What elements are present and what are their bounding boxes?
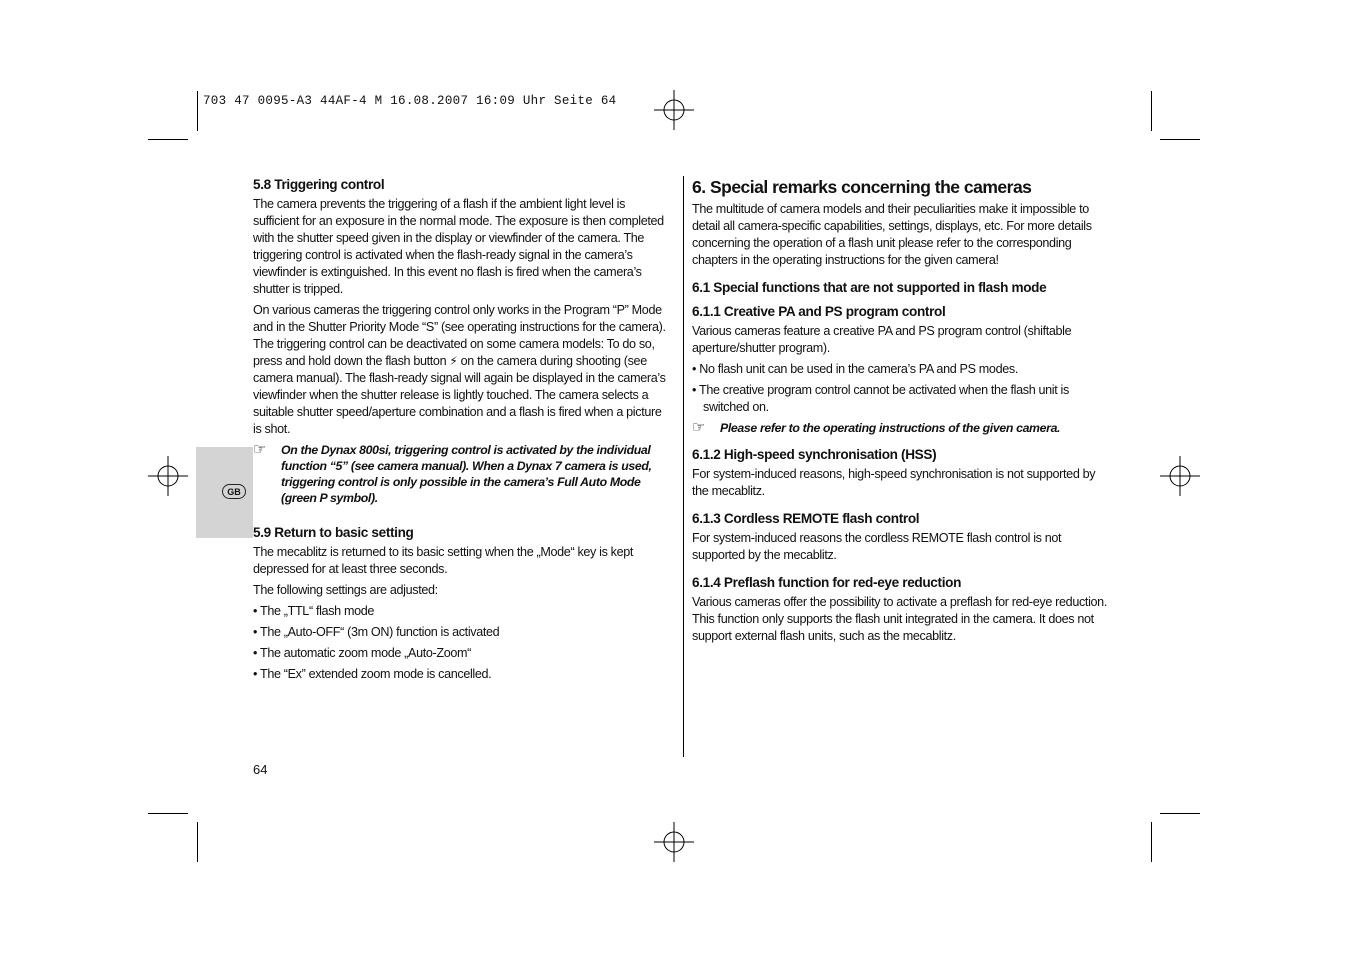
right-column — [692, 176, 1112, 649]
paragraph-text: on the camera during shooting (see camera manual). The flash-ready signal will again be displayed in the camera’s viewfinder when the shutter release is lightly touched. The camera selects a suitable shutter speed/aperture combination and a flash is fired when a picture is shot. — [253, 354, 666, 436]
list-item: • The „Auto-OFF“ (3m ON) function is activated — [253, 625, 500, 639]
settings-list — [253, 603, 673, 683]
paragraph-text: On various cameras the triggering control only works in the Program “P” Mode and in the Shutter Priority Mode “S” (see operating instructions for the camera). The triggering control can be deactivated on some camera models: To do so, press and hold down the flash button — [253, 303, 666, 368]
pointing-hand-icon: ☞ — [692, 419, 706, 436]
crop-mark — [197, 91, 198, 131]
print-header: 703 47 0095-A3 44AF-4 M 16.08.2007 16:09 Uhr Seite 64 — [203, 94, 617, 108]
section-title-6-1: 6.1 Special functions that are not supported in flash mode — [692, 280, 1047, 295]
paragraph: For system-induced reasons, high-speed synchronisation is not supported by the mecablitz. — [692, 467, 1096, 498]
paragraph: For system-induced reasons the cordless REMOTE flash control is not supported by the mecablitz. — [692, 531, 1062, 562]
paragraph: The camera prevents the triggering of a flash if the ambient light level is sufficient for an exposure in the normal mode. The exposure is then completed with the shutter speed given in the display or viewfinder of the camera. The triggering control is activated when the flash-ready signal in the camera’s viewfinder is extinguished. In this event no flash is fired when the camera’s shutter is tripped. — [253, 197, 664, 296]
list-item: • The „TTL“ flash mode — [253, 604, 375, 618]
section-title-6-1-2: 6.1.2 High-speed synchronisation (HSS) — [692, 447, 937, 462]
section-title-6-1-3: 6.1.3 Cordless REMOTE flash control — [692, 511, 920, 526]
registration-mark-icon — [1160, 456, 1200, 496]
registration-mark-icon — [654, 822, 694, 862]
paragraph: The multitude of camera models and their peculiarities make it impossible to detail all camera-specific capabilities, settings, displays, etc. For more details concerning the operation of a flash unit please refer to the corresponding chapters in the operating instructions for the given camera! — [692, 202, 1092, 267]
section-title-5-8: 5.8 Triggering control — [253, 177, 385, 192]
registration-mark-icon — [148, 456, 188, 496]
list-item: • No flash unit can be used in the camera’s PA and PS modes. — [692, 362, 1018, 376]
note-text: On the Dynax 800si, triggering control is activated by the individual function “5” (see camera manual). When a Dynax 7 camera is used, triggering control is only possible in the camera’s Full Auto Mode (green P symbol). — [281, 443, 652, 505]
crop-mark — [1160, 139, 1200, 140]
creative-program-list — [692, 361, 1112, 416]
flash-button-icon: ⚡ — [449, 354, 458, 368]
section-title-6-1-4: 6.1.4 Preflash function for red-eye reduction — [692, 575, 962, 590]
note-text: Please refer to the operating instructions of the given camera. — [720, 421, 1061, 435]
chapter-title-6: 6. Special remarks concerning the cameras — [692, 177, 1032, 197]
section-title-6-1-1: 6.1.1 Creative PA and PS program control — [692, 304, 946, 319]
crop-mark — [1160, 813, 1200, 814]
list-item: • The “Ex” extended zoom mode is cancelled. — [253, 667, 492, 681]
crop-mark — [1151, 822, 1152, 862]
pointing-hand-icon: ☞ — [253, 441, 267, 458]
crop-mark — [148, 813, 188, 814]
paragraph: Various cameras offer the possibility to activate a preflash for red-eye reduction. This function only supports the flash unit integrated in the camera. It does not support external flash units, such as the mecablitz. — [692, 595, 1107, 643]
paragraph — [253, 302, 673, 438]
page-number: 64 — [253, 762, 268, 777]
crop-mark — [1151, 91, 1152, 131]
paragraph: The following settings are adjusted: — [253, 583, 438, 597]
column-divider — [683, 176, 684, 757]
note — [692, 420, 1112, 436]
language-badge: GB — [222, 484, 246, 499]
left-column — [253, 176, 673, 687]
list-item: • The creative program control cannot be activated when the flash unit is switched on. — [692, 383, 1069, 414]
list-item: • The automatic zoom mode „Auto-Zoom“ — [253, 646, 472, 660]
note — [253, 442, 673, 506]
paragraph: Various cameras feature a creative PA and PS program control (shiftable aperture/shutter program). — [692, 324, 1072, 355]
registration-mark-icon — [654, 90, 694, 130]
crop-mark — [148, 139, 188, 140]
paragraph: The mecablitz is returned to its basic setting when the „Mode“ key is kept depressed for at least three seconds. — [253, 545, 634, 576]
crop-mark — [197, 822, 198, 862]
section-title-5-9: 5.9 Return to basic setting — [253, 525, 414, 540]
